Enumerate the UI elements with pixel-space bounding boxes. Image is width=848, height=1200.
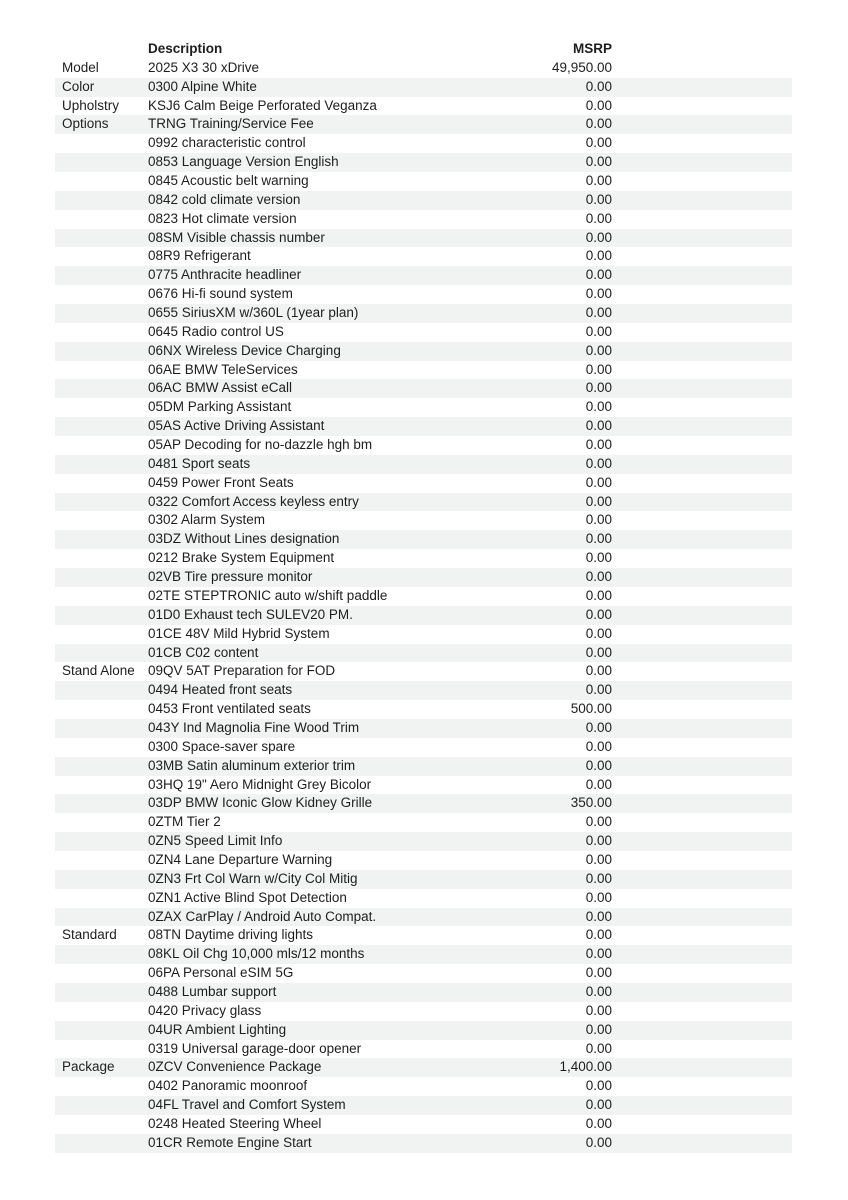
row-msrp: 0.00 <box>585 606 612 622</box>
row-spacer <box>612 1096 792 1115</box>
table-row <box>55 493 792 512</box>
row-description: 0459 Power Front Seats <box>148 474 294 490</box>
row-msrp: 0.00 <box>585 1040 612 1056</box>
row-msrp: 0.00 <box>585 210 612 226</box>
row-description: 0ZN3 Frt Col Warn w/City Col Mitig <box>148 870 358 886</box>
row-spacer <box>612 568 792 587</box>
row-category <box>55 530 148 549</box>
table-header-row <box>55 40 792 59</box>
row-msrp: 0.00 <box>585 569 612 585</box>
row-description: 03HQ 19" Aero Midnight Grey Bicolor <box>148 776 372 792</box>
row-description: 0ZN5 Speed Limit Info <box>148 833 283 849</box>
row-spacer <box>612 342 792 361</box>
row-description: 0300 Alpine White <box>148 78 257 94</box>
row-description: 03DZ Without Lines designation <box>148 531 340 547</box>
row-description: 01CR Remote Engine Start <box>148 1134 312 1150</box>
row-description: 0ZTM Tier 2 <box>148 814 221 830</box>
table-row <box>55 945 792 964</box>
table-row <box>55 1021 792 1040</box>
options-price-table <box>55 40 792 1153</box>
row-spacer <box>612 945 792 964</box>
row-description: 06NX Wireless Device Charging <box>148 342 341 358</box>
table-row <box>55 285 792 304</box>
row-description: 0300 Space-saver spare <box>148 738 296 754</box>
row-spacer <box>612 681 792 700</box>
row-category <box>55 587 148 606</box>
row-category <box>55 417 148 436</box>
row-description: 0212 Brake System Equipment <box>148 550 335 566</box>
table-row <box>55 304 792 323</box>
row-msrp: 0.00 <box>585 1134 612 1150</box>
table-row <box>55 172 792 191</box>
row-spacer <box>612 964 792 983</box>
table-row <box>55 1096 792 1115</box>
row-category <box>55 776 148 795</box>
row-spacer <box>612 172 792 191</box>
table-body <box>55 59 792 1153</box>
row-msrp: 0.00 <box>585 946 612 962</box>
row-description: 08SM Visible chassis number <box>148 229 325 245</box>
row-description: KSJ6 Calm Beige Perforated Veganza <box>148 97 377 113</box>
row-category <box>55 436 148 455</box>
row-spacer <box>612 908 792 927</box>
row-msrp: 0.00 <box>585 833 612 849</box>
row-spacer <box>612 606 792 625</box>
row-msrp: 0.00 <box>585 191 612 207</box>
table-row <box>55 870 792 889</box>
row-spacer <box>612 1002 792 1021</box>
table-row <box>55 59 792 78</box>
row-category <box>55 964 148 983</box>
row-description: 09QV 5AT Preparation for FOD <box>148 663 336 679</box>
table-row <box>55 549 792 568</box>
row-msrp: 0.00 <box>585 776 612 792</box>
row-description: 0ZAX CarPlay / Android Auto Compat. <box>148 908 377 924</box>
table-row <box>55 794 792 813</box>
row-spacer <box>612 870 792 889</box>
row-category <box>55 644 148 663</box>
row-spacer <box>612 757 792 776</box>
row-msrp: 0.00 <box>585 173 612 189</box>
row-spacer <box>612 229 792 248</box>
row-msrp: 0.00 <box>585 983 612 999</box>
row-category <box>55 625 148 644</box>
row-msrp: 0.00 <box>585 1115 612 1131</box>
row-description: 03MB Satin aluminum exterior trim <box>148 757 356 773</box>
row-msrp: 0.00 <box>585 757 612 773</box>
row-spacer <box>612 662 792 681</box>
row-spacer <box>612 323 792 342</box>
table-row <box>55 983 792 1002</box>
table-row <box>55 342 792 361</box>
row-spacer <box>612 983 792 1002</box>
row-description: 0ZCV Convenience Package <box>148 1059 322 1075</box>
row-description: 06PA Personal eSIM 5G <box>148 965 294 981</box>
row-description: TRNG Training/Service Fee <box>148 116 314 132</box>
row-description: 0481 Sport seats <box>148 455 251 471</box>
row-description: 0842 cold climate version <box>148 191 301 207</box>
row-msrp: 0.00 <box>585 682 612 698</box>
row-description: 02TE STEPTRONIC auto w/shift paddle <box>148 587 388 603</box>
row-msrp: 0.00 <box>585 1078 612 1094</box>
row-description: 01D0 Exhaust tech SULEV20 PM. <box>148 606 353 622</box>
table-row <box>55 926 792 945</box>
row-msrp: 350.00 <box>570 795 612 811</box>
row-category <box>55 229 148 248</box>
row-description: 0453 Front ventilated seats <box>148 701 311 717</box>
row-description: 0845 Acoustic belt warning <box>148 173 309 189</box>
row-spacer <box>612 926 792 945</box>
row-description: 03DP BMW Iconic Glow Kidney Grille <box>148 795 373 811</box>
row-category <box>55 719 148 738</box>
row-spacer <box>612 153 792 172</box>
row-category <box>55 210 148 229</box>
table-row <box>55 153 792 172</box>
row-category <box>55 1040 148 1059</box>
row-description: 08R9 Refrigerant <box>148 248 251 264</box>
row-spacer <box>612 436 792 455</box>
row-msrp: 0.00 <box>585 663 612 679</box>
row-description: 06AC BMW Assist eCall <box>148 380 293 396</box>
row-category <box>55 379 148 398</box>
row-category <box>55 1096 148 1115</box>
row-spacer <box>612 1077 792 1096</box>
row-category <box>55 153 148 172</box>
row-msrp: 0.00 <box>585 135 612 151</box>
row-spacer <box>612 78 792 97</box>
row-spacer <box>612 587 792 606</box>
row-msrp: 0.00 <box>585 474 612 490</box>
row-category <box>55 983 148 1002</box>
row-msrp: 0.00 <box>585 78 612 94</box>
row-spacer <box>612 97 792 116</box>
row-msrp: 0.00 <box>585 965 612 981</box>
table-row <box>55 134 792 153</box>
row-spacer <box>612 889 792 908</box>
row-description: 2025 X3 30 xDrive <box>148 59 260 75</box>
table-row <box>55 851 792 870</box>
table-row <box>55 115 792 134</box>
table-row <box>55 474 792 493</box>
row-category: Model <box>62 59 99 75</box>
row-description: 05DM Parking Assistant <box>148 399 292 415</box>
header-spacer <box>612 40 792 59</box>
row-category <box>55 323 148 342</box>
row-msrp: 0.00 <box>585 342 612 358</box>
header-description: Description <box>148 41 223 56</box>
row-category <box>55 851 148 870</box>
row-spacer <box>612 417 792 436</box>
row-category <box>55 172 148 191</box>
row-spacer <box>612 625 792 644</box>
row-msrp: 0.00 <box>585 361 612 377</box>
table-row <box>55 644 792 663</box>
header-category <box>55 40 148 59</box>
row-msrp: 0.00 <box>585 97 612 113</box>
row-msrp: 0.00 <box>585 116 612 132</box>
table-row <box>55 625 792 644</box>
row-spacer <box>612 266 792 285</box>
table-row <box>55 832 792 851</box>
row-msrp: 0.00 <box>585 154 612 170</box>
row-description: 0775 Anthracite headliner <box>148 267 302 283</box>
table-row <box>55 247 792 266</box>
row-spacer <box>612 134 792 153</box>
row-category <box>55 681 148 700</box>
row-spacer <box>612 285 792 304</box>
row-msrp: 49,950.00 <box>551 59 612 75</box>
table-row <box>55 757 792 776</box>
table-row <box>55 568 792 587</box>
row-description: 0ZN4 Lane Departure Warning <box>148 851 333 867</box>
row-category <box>55 945 148 964</box>
table-row <box>55 398 792 417</box>
row-spacer <box>612 361 792 380</box>
row-category <box>55 361 148 380</box>
table-row <box>55 662 792 681</box>
row-category <box>55 191 148 210</box>
row-category <box>55 474 148 493</box>
row-category <box>55 1115 148 1134</box>
row-description: 0402 Panoramic moonroof <box>148 1078 308 1094</box>
row-description: 02VB Tire pressure monitor <box>148 569 313 585</box>
table-row <box>55 889 792 908</box>
row-spacer <box>612 511 792 530</box>
row-category <box>55 304 148 323</box>
row-spacer <box>612 1040 792 1059</box>
table-row <box>55 97 792 116</box>
row-msrp: 0.00 <box>585 323 612 339</box>
row-msrp: 0.00 <box>585 719 612 735</box>
row-spacer <box>612 247 792 266</box>
row-category <box>55 549 148 568</box>
row-msrp: 0.00 <box>585 927 612 943</box>
table-row <box>55 738 792 757</box>
row-category <box>55 247 148 266</box>
row-msrp: 500.00 <box>570 701 612 717</box>
table-row <box>55 266 792 285</box>
row-msrp: 0.00 <box>585 380 612 396</box>
table-row <box>55 1002 792 1021</box>
table-row <box>55 530 792 549</box>
row-msrp: 0.00 <box>585 248 612 264</box>
table-row <box>55 229 792 248</box>
row-msrp: 0.00 <box>585 889 612 905</box>
row-category <box>55 134 148 153</box>
table-row <box>55 436 792 455</box>
row-description: 05AP Decoding for no-dazzle hgh bm <box>148 437 373 453</box>
table-row <box>55 908 792 927</box>
row-description: 0302 Alarm System <box>148 512 266 528</box>
row-spacer <box>612 738 792 757</box>
row-category <box>55 266 148 285</box>
table-row <box>55 1115 792 1134</box>
row-spacer <box>612 644 792 663</box>
row-category <box>55 908 148 927</box>
row-description: 08KL Oil Chg 10,000 mls/12 months <box>148 946 365 962</box>
row-msrp: 0.00 <box>585 455 612 471</box>
row-description: 04FL Travel and Comfort System <box>148 1097 346 1113</box>
row-msrp: 0.00 <box>585 531 612 547</box>
row-msrp: 0.00 <box>585 1002 612 1018</box>
row-msrp: 0.00 <box>585 399 612 415</box>
table-row <box>55 700 792 719</box>
row-msrp: 1,400.00 <box>559 1059 612 1075</box>
row-category <box>55 1134 148 1153</box>
table-row <box>55 1134 792 1153</box>
row-spacer <box>612 813 792 832</box>
row-description: 0823 Hot climate version <box>148 210 297 226</box>
row-msrp: 0.00 <box>585 587 612 603</box>
table-row <box>55 323 792 342</box>
row-msrp: 0.00 <box>585 550 612 566</box>
row-description: 0ZN1 Active Blind Spot Detection <box>148 889 347 905</box>
row-description: 0322 Comfort Access keyless entry <box>148 493 359 509</box>
row-spacer <box>612 794 792 813</box>
row-msrp: 0.00 <box>585 625 612 641</box>
table-row <box>55 1077 792 1096</box>
row-spacer <box>612 1134 792 1153</box>
row-category <box>55 813 148 832</box>
row-spacer <box>612 115 792 134</box>
row-spacer <box>612 1021 792 1040</box>
row-description: 0853 Language Version English <box>148 154 339 170</box>
row-description: 04UR Ambient Lighting <box>148 1021 287 1037</box>
row-category <box>55 832 148 851</box>
row-category <box>55 738 148 757</box>
row-category <box>55 285 148 304</box>
row-category <box>55 1077 148 1096</box>
row-spacer <box>612 549 792 568</box>
row-spacer <box>612 191 792 210</box>
table-row <box>55 813 792 832</box>
row-category: Options <box>62 116 109 132</box>
row-spacer <box>612 210 792 229</box>
row-description: 0248 Heated Steering Wheel <box>148 1115 322 1131</box>
row-msrp: 0.00 <box>585 1021 612 1037</box>
row-msrp: 0.00 <box>585 286 612 302</box>
row-category <box>55 1021 148 1040</box>
table-row <box>55 511 792 530</box>
row-description: 01CB C02 content <box>148 644 259 660</box>
row-description: 0319 Universal garage-door opener <box>148 1040 362 1056</box>
table-row <box>55 379 792 398</box>
row-msrp: 0.00 <box>585 267 612 283</box>
row-msrp: 0.00 <box>585 738 612 754</box>
row-category <box>55 342 148 361</box>
row-spacer <box>612 851 792 870</box>
row-spacer <box>612 700 792 719</box>
row-spacer <box>612 1115 792 1134</box>
row-msrp: 0.00 <box>585 870 612 886</box>
row-category <box>55 568 148 587</box>
row-spacer <box>612 832 792 851</box>
table-row <box>55 606 792 625</box>
table-row <box>55 964 792 983</box>
header-msrp: MSRP <box>572 41 612 56</box>
row-category: Upholstry <box>62 97 120 113</box>
row-category <box>55 606 148 625</box>
row-spacer <box>612 719 792 738</box>
row-spacer <box>612 530 792 549</box>
row-msrp: 0.00 <box>585 493 612 509</box>
row-msrp: 0.00 <box>585 305 612 321</box>
row-spacer <box>612 1058 792 1077</box>
row-category: Standard <box>62 927 117 943</box>
row-spacer <box>612 379 792 398</box>
row-description: 0494 Heated front seats <box>148 682 293 698</box>
row-category <box>55 794 148 813</box>
table-row <box>55 587 792 606</box>
table-row <box>55 191 792 210</box>
row-msrp: 0.00 <box>585 229 612 245</box>
row-description: 05AS Active Driving Assistant <box>148 418 325 434</box>
row-category <box>55 870 148 889</box>
row-spacer <box>612 474 792 493</box>
row-description: 0655 SiriusXM w/360L (1year plan) <box>148 305 359 321</box>
row-spacer <box>612 59 792 78</box>
row-msrp: 0.00 <box>585 644 612 660</box>
row-spacer <box>612 776 792 795</box>
row-description: 0676 Hi-fi sound system <box>148 286 293 302</box>
row-category <box>55 455 148 474</box>
row-msrp: 0.00 <box>585 418 612 434</box>
row-description: 0488 Lumbar support <box>148 983 277 999</box>
table-row <box>55 78 792 97</box>
row-msrp: 0.00 <box>585 908 612 924</box>
row-category <box>55 757 148 776</box>
row-description: 01CE 48V Mild Hybrid System <box>148 625 330 641</box>
table-row <box>55 455 792 474</box>
row-category <box>55 493 148 512</box>
row-category <box>55 889 148 908</box>
row-category <box>55 700 148 719</box>
table-row <box>55 1040 792 1059</box>
row-msrp: 0.00 <box>585 437 612 453</box>
row-category: Stand Alone <box>62 663 135 679</box>
row-msrp: 0.00 <box>585 512 612 528</box>
row-description: 043Y Ind Magnolia Fine Wood Trim <box>148 719 360 735</box>
row-spacer <box>612 455 792 474</box>
row-spacer <box>612 398 792 417</box>
table-row <box>55 361 792 380</box>
table-row <box>55 681 792 700</box>
row-category <box>55 1002 148 1021</box>
row-description: 06AE BMW TeleServices <box>148 361 298 377</box>
row-msrp: 0.00 <box>585 814 612 830</box>
table-row <box>55 1058 792 1077</box>
table-row <box>55 776 792 795</box>
table-row <box>55 417 792 436</box>
row-msrp: 0.00 <box>585 1097 612 1113</box>
table-row <box>55 719 792 738</box>
row-spacer <box>612 493 792 512</box>
row-category: Color <box>62 78 95 94</box>
row-spacer <box>612 304 792 323</box>
row-description: 0645 Radio control US <box>148 323 284 339</box>
row-description: 0992 characteristic control <box>148 135 306 151</box>
row-description: 0420 Privacy glass <box>148 1002 262 1018</box>
row-category: Package <box>62 1059 115 1075</box>
table-row <box>55 210 792 229</box>
row-msrp: 0.00 <box>585 851 612 867</box>
row-category <box>55 398 148 417</box>
row-category <box>55 511 148 530</box>
row-description: 08TN Daytime driving lights <box>148 927 314 943</box>
